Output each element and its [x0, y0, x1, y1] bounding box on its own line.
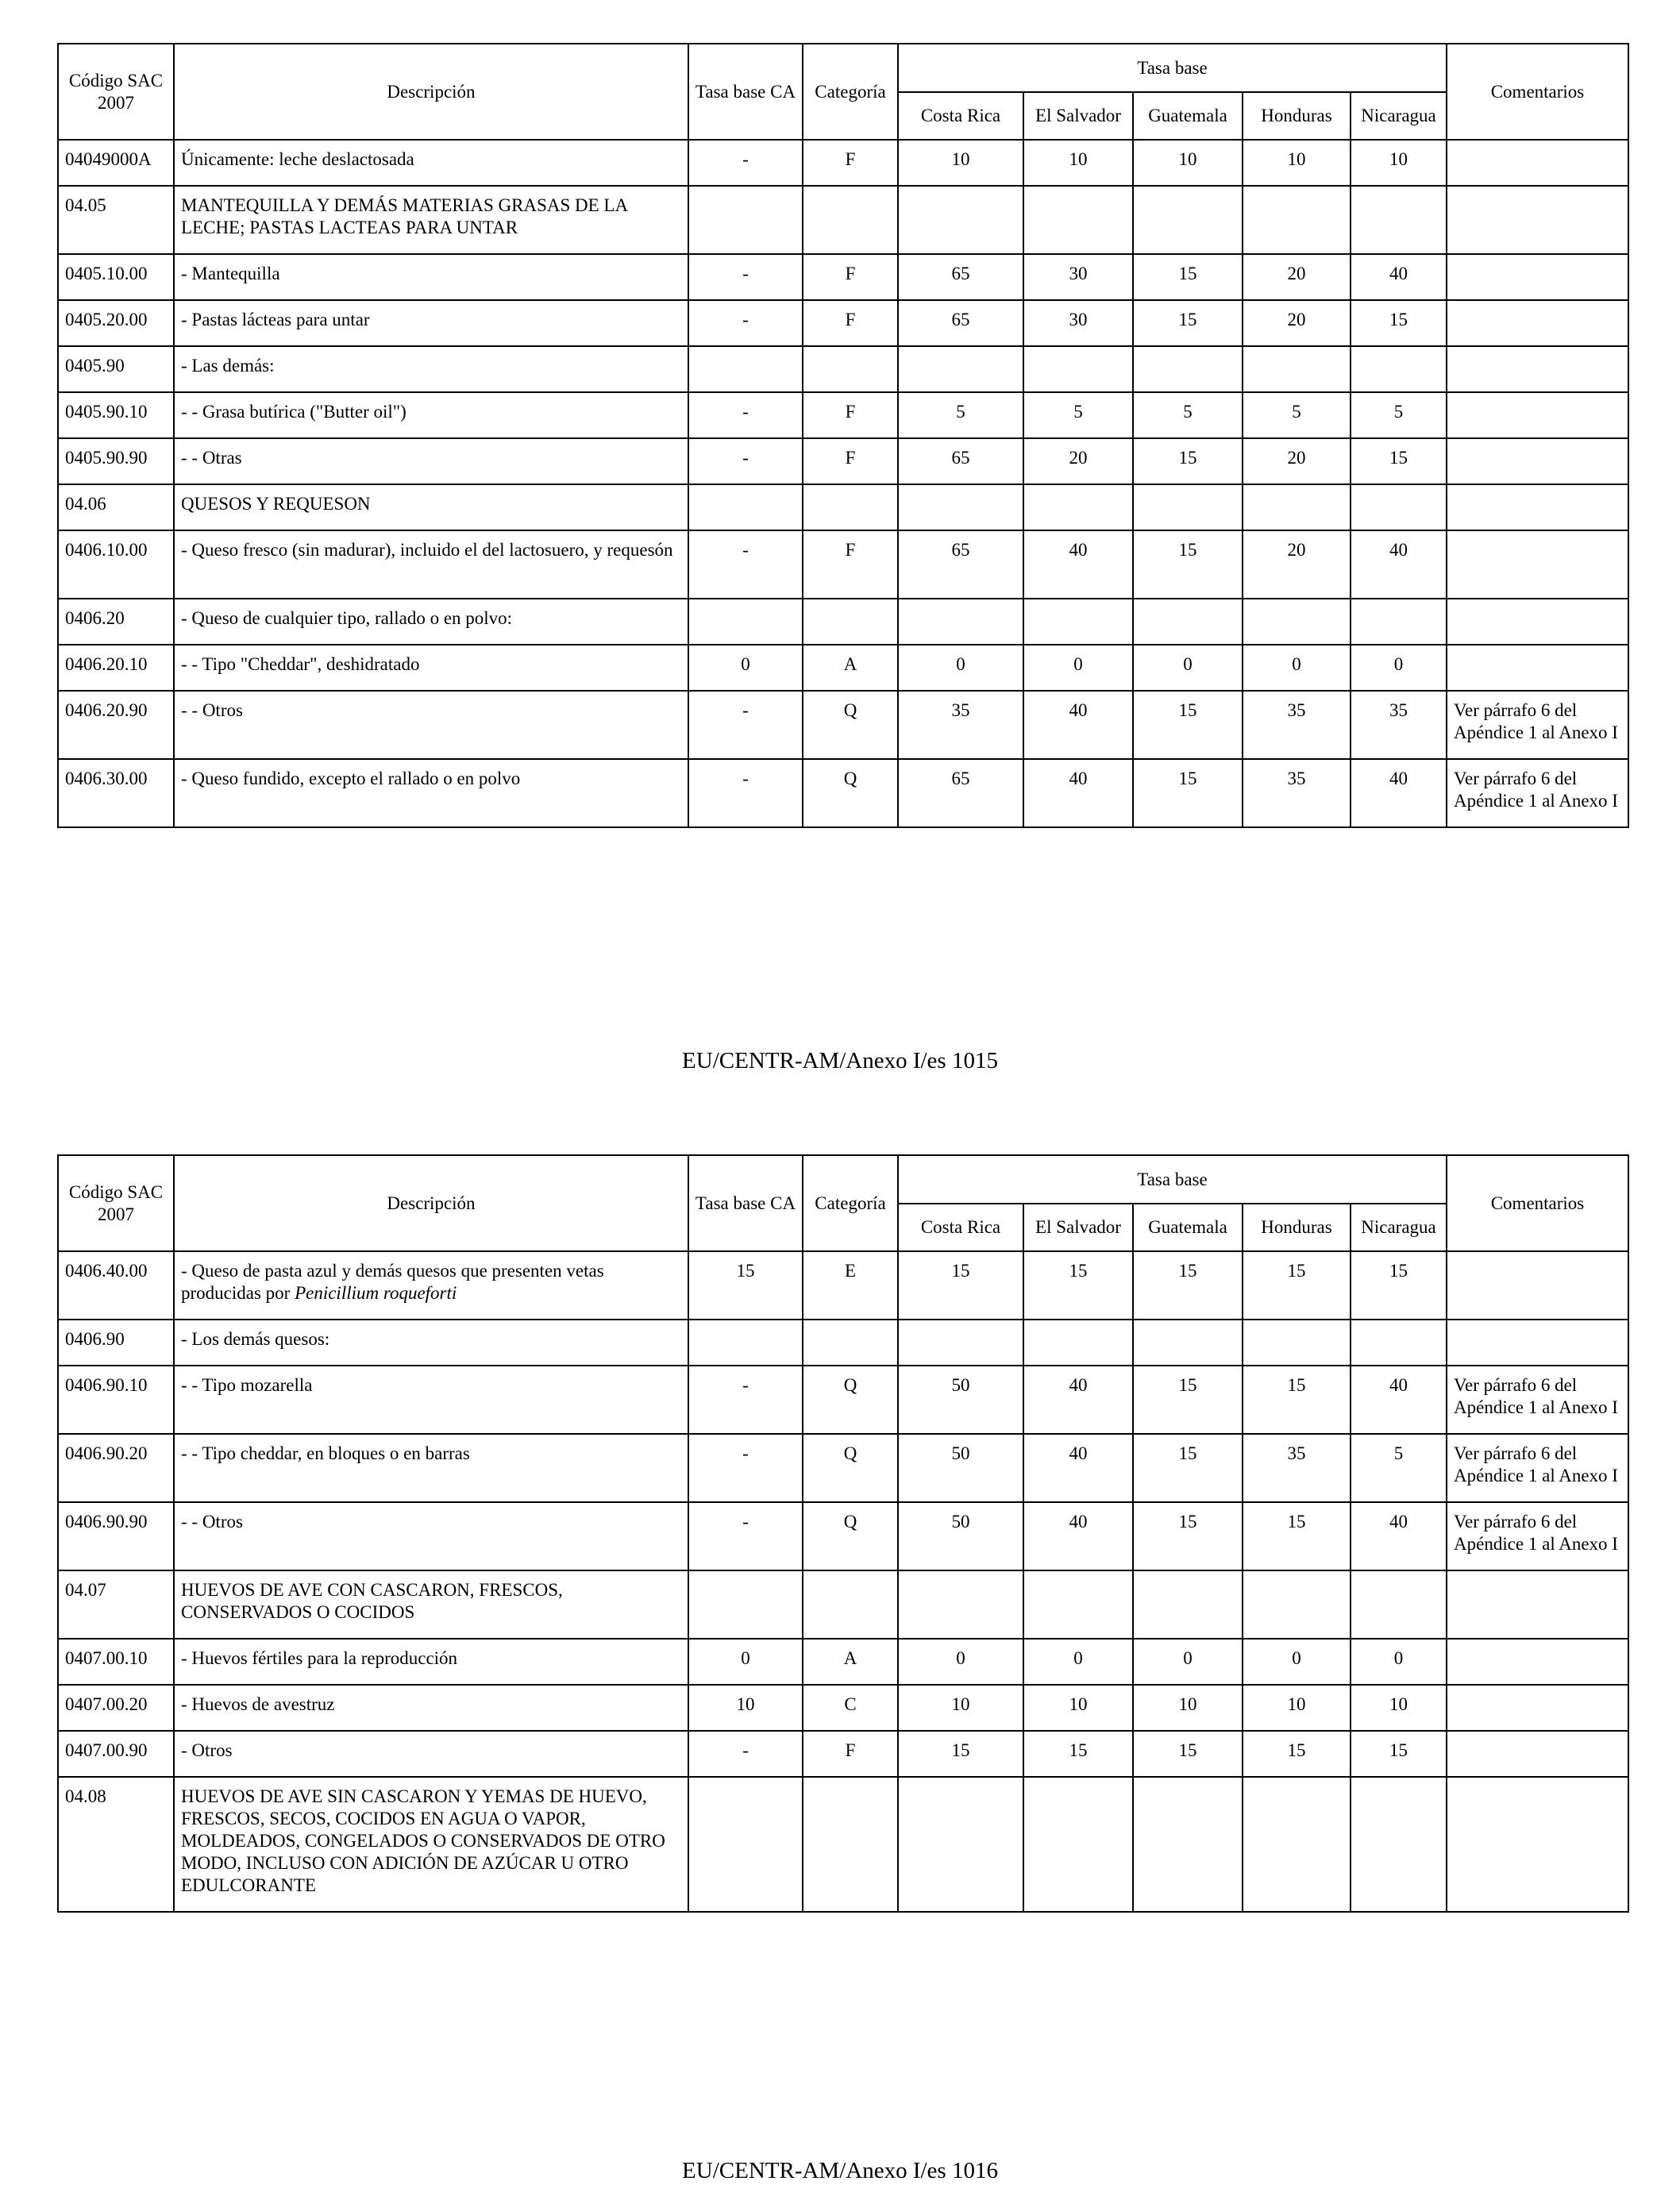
honduras-cell	[1243, 1320, 1351, 1366]
header-comentarios: Comentarios	[1447, 44, 1628, 140]
costa-rica-cell: 65	[898, 759, 1023, 827]
header-honduras: Honduras	[1243, 1204, 1351, 1251]
code-cell: 0406.90.90	[58, 1502, 174, 1570]
tasa-base-ca-cell: -	[688, 140, 803, 186]
honduras-cell	[1243, 1777, 1351, 1912]
costa-rica-cell: 15	[898, 1731, 1023, 1777]
categoria-cell: C	[803, 1685, 898, 1731]
nicaragua-cell: 40	[1351, 530, 1447, 599]
guatemala-cell: 15	[1133, 1731, 1243, 1777]
tasa-base-ca-cell: -	[688, 530, 803, 599]
code-cell: 0405.90.10	[58, 392, 174, 438]
categoria-cell	[803, 1320, 898, 1366]
code-cell: 04.07	[58, 1570, 174, 1639]
el-salvador-cell: 20	[1023, 438, 1133, 484]
el-salvador-cell	[1023, 1777, 1133, 1912]
header-descripcion: Descripción	[174, 44, 688, 140]
categoria-cell: Q	[803, 1366, 898, 1434]
comentarios-cell	[1447, 1570, 1628, 1639]
header-tasa-base: Tasa base	[898, 1155, 1447, 1204]
categoria-cell: F	[803, 530, 898, 599]
table-row	[58, 484, 1628, 530]
table-row	[58, 392, 1628, 438]
code-cell: 0405.90	[58, 346, 174, 392]
table-row	[58, 1366, 1628, 1434]
comentarios-cell	[1447, 438, 1628, 484]
tasa-base-ca-cell: 0	[688, 645, 803, 691]
comentarios-cell: Ver párrafo 6 del Apéndice 1 al Anexo I	[1447, 1502, 1628, 1570]
comentarios-cell	[1447, 599, 1628, 645]
comentarios-cell	[1447, 1777, 1628, 1912]
el-salvador-cell: 10	[1023, 1685, 1133, 1731]
categoria-cell: A	[803, 645, 898, 691]
header-guatemala: Guatemala	[1133, 1204, 1243, 1251]
costa-rica-cell: 10	[898, 1685, 1023, 1731]
tasa-base-ca-cell: 10	[688, 1685, 803, 1731]
honduras-cell: 35	[1243, 759, 1351, 827]
guatemala-cell	[1133, 599, 1243, 645]
description-cell: - - Otras	[174, 438, 688, 484]
nicaragua-cell	[1351, 1777, 1447, 1912]
guatemala-cell	[1133, 1320, 1243, 1366]
description-cell: - Pastas lácteas para untar	[174, 300, 688, 346]
code-cell: 0405.20.00	[58, 300, 174, 346]
comentarios-cell: Ver párrafo 6 del Apéndice 1 al Anexo I	[1447, 1366, 1628, 1434]
code-cell: 04049000A	[58, 140, 174, 186]
nicaragua-cell: 40	[1351, 759, 1447, 827]
honduras-cell: 0	[1243, 1639, 1351, 1685]
categoria-cell: F	[803, 392, 898, 438]
table-row	[58, 140, 1628, 186]
table-row	[58, 254, 1628, 300]
description-cell: - Queso de cualquier tipo, rallado o en polvo:	[174, 599, 688, 645]
table-body	[58, 140, 1628, 827]
el-salvador-cell	[1023, 1320, 1133, 1366]
el-salvador-cell	[1023, 484, 1133, 530]
guatemala-cell	[1133, 1777, 1243, 1912]
categoria-cell: Q	[803, 759, 898, 827]
comentarios-cell	[1447, 300, 1628, 346]
categoria-cell: E	[803, 1251, 898, 1320]
el-salvador-cell: 10	[1023, 140, 1133, 186]
categoria-cell	[803, 484, 898, 530]
header-codigo: Código SAC 2007	[58, 44, 174, 140]
code-cell: 04.08	[58, 1777, 174, 1912]
categoria-cell: F	[803, 438, 898, 484]
categoria-cell	[803, 186, 898, 254]
description-cell: - - Otros	[174, 1502, 688, 1570]
categoria-cell	[803, 599, 898, 645]
nicaragua-cell	[1351, 1320, 1447, 1366]
guatemala-cell: 15	[1133, 300, 1243, 346]
categoria-cell: A	[803, 1639, 898, 1685]
honduras-cell: 5	[1243, 392, 1351, 438]
categoria-cell: Q	[803, 1434, 898, 1502]
code-cell: 0406.20	[58, 599, 174, 645]
categoria-cell: F	[803, 140, 898, 186]
code-cell: 04.06	[58, 484, 174, 530]
guatemala-cell: 5	[1133, 392, 1243, 438]
guatemala-cell	[1133, 484, 1243, 530]
guatemala-cell: 0	[1133, 1639, 1243, 1685]
table-row	[58, 759, 1628, 827]
header-costa-rica: Costa Rica	[898, 92, 1023, 140]
costa-rica-cell	[898, 484, 1023, 530]
header-comentarios: Comentarios	[1447, 1155, 1628, 1251]
costa-rica-cell: 50	[898, 1434, 1023, 1502]
tariff-table-page-1	[57, 43, 1629, 828]
tasa-base-ca-cell: 15	[688, 1251, 803, 1320]
el-salvador-cell	[1023, 186, 1133, 254]
comentarios-cell: Ver párrafo 6 del Apéndice 1 al Anexo I	[1447, 759, 1628, 827]
description-cell: - Huevos de avestruz	[174, 1685, 688, 1731]
comentarios-cell	[1447, 1639, 1628, 1685]
header-codigo: Código SAC 2007	[58, 1155, 174, 1251]
nicaragua-cell	[1351, 1570, 1447, 1639]
el-salvador-cell: 0	[1023, 1639, 1133, 1685]
code-cell: 0405.10.00	[58, 254, 174, 300]
description-cell: MANTEQUILLA Y DEMÁS MATERIAS GRASAS DE LA LECHE; PASTAS LACTEAS PARA UNTAR	[174, 186, 688, 254]
description-cell: - - Tipo mozarella	[174, 1366, 688, 1434]
description-cell	[174, 1251, 688, 1320]
guatemala-cell	[1133, 346, 1243, 392]
nicaragua-cell	[1351, 484, 1447, 530]
description-cell: - Queso fresco (sin madurar), incluido el del lactosuero, y requesón	[174, 530, 688, 599]
table-row	[58, 645, 1628, 691]
comentarios-cell	[1447, 1731, 1628, 1777]
table-row	[58, 1502, 1628, 1570]
tasa-base-ca-cell	[688, 1320, 803, 1366]
nicaragua-cell	[1351, 346, 1447, 392]
costa-rica-cell: 50	[898, 1366, 1023, 1434]
el-salvador-cell: 40	[1023, 759, 1133, 827]
table-row	[58, 438, 1628, 484]
comentarios-cell	[1447, 530, 1628, 599]
table-row	[58, 346, 1628, 392]
honduras-cell: 20	[1243, 438, 1351, 484]
el-salvador-cell: 40	[1023, 1502, 1133, 1570]
guatemala-cell: 0	[1133, 645, 1243, 691]
description-cell: - - Otros	[174, 691, 688, 759]
page-footer: EU/CENTR-AM/Anexo I/es 1015	[682, 1048, 998, 1073]
costa-rica-cell: 65	[898, 254, 1023, 300]
el-salvador-cell	[1023, 599, 1133, 645]
description-cell: - Huevos fértiles para la reproducción	[174, 1639, 688, 1685]
categoria-cell: Q	[803, 691, 898, 759]
guatemala-cell	[1133, 186, 1243, 254]
el-salvador-cell: 15	[1023, 1251, 1133, 1320]
comentarios-cell: Ver párrafo 6 del Apéndice 1 al Anexo I	[1447, 1434, 1628, 1502]
header-tasa-base-ca: Tasa base CA	[688, 1155, 803, 1251]
header-el-salvador: El Salvador	[1023, 92, 1133, 140]
costa-rica-cell	[898, 186, 1023, 254]
honduras-cell: 20	[1243, 530, 1351, 599]
tasa-base-ca-cell: -	[688, 392, 803, 438]
comentarios-cell	[1447, 254, 1628, 300]
costa-rica-cell	[898, 599, 1023, 645]
header-categoria: Categoría	[803, 1155, 898, 1251]
tasa-base-ca-cell	[688, 346, 803, 392]
nicaragua-cell: 15	[1351, 1731, 1447, 1777]
nicaragua-cell	[1351, 186, 1447, 254]
nicaragua-cell: 0	[1351, 645, 1447, 691]
el-salvador-cell: 5	[1023, 392, 1133, 438]
guatemala-cell: 15	[1133, 438, 1243, 484]
honduras-cell: 15	[1243, 1502, 1351, 1570]
description-cell: - - Tipo "Cheddar", deshidratado	[174, 645, 688, 691]
costa-rica-cell: 5	[898, 392, 1023, 438]
tariff-table-page-2	[57, 1154, 1629, 1913]
nicaragua-cell: 0	[1351, 1639, 1447, 1685]
tasa-base-ca-cell	[688, 484, 803, 530]
table-row	[58, 1685, 1628, 1731]
guatemala-cell	[1133, 1570, 1243, 1639]
el-salvador-cell: 30	[1023, 300, 1133, 346]
costa-rica-cell: 0	[898, 645, 1023, 691]
code-cell: 0405.90.90	[58, 438, 174, 484]
header-tasa-base-ca: Tasa base CA	[688, 44, 803, 140]
honduras-cell: 0	[1243, 645, 1351, 691]
comentarios-cell	[1447, 645, 1628, 691]
el-salvador-cell: 40	[1023, 1366, 1133, 1434]
nicaragua-cell: 40	[1351, 254, 1447, 300]
header-tasa-base: Tasa base	[898, 44, 1447, 92]
header-el-salvador: El Salvador	[1023, 1204, 1133, 1251]
honduras-cell: 15	[1243, 1251, 1351, 1320]
costa-rica-cell: 65	[898, 530, 1023, 599]
honduras-cell	[1243, 346, 1351, 392]
guatemala-cell: 10	[1133, 140, 1243, 186]
description-cell: HUEVOS DE AVE CON CASCARON, FRESCOS, CONSERVADOS O COCIDOS	[174, 1570, 688, 1639]
honduras-cell: 10	[1243, 140, 1351, 186]
code-cell: 0406.90	[58, 1320, 174, 1366]
el-salvador-cell: 40	[1023, 691, 1133, 759]
nicaragua-cell: 5	[1351, 392, 1447, 438]
table-row	[58, 1434, 1628, 1502]
description-cell: - Otros	[174, 1731, 688, 1777]
description-cell: - Los demás quesos:	[174, 1320, 688, 1366]
code-cell: 0406.10.00	[58, 530, 174, 599]
guatemala-cell: 15	[1133, 759, 1243, 827]
categoria-cell: F	[803, 1731, 898, 1777]
costa-rica-cell: 65	[898, 438, 1023, 484]
code-cell: 0406.20.90	[58, 691, 174, 759]
description-cell: - Mantequilla	[174, 254, 688, 300]
categoria-cell: F	[803, 300, 898, 346]
el-salvador-cell: 30	[1023, 254, 1133, 300]
header-nicaragua: Nicaragua	[1351, 92, 1447, 140]
nicaragua-cell: 10	[1351, 1685, 1447, 1731]
costa-rica-cell: 35	[898, 691, 1023, 759]
comentarios-cell	[1447, 1685, 1628, 1731]
nicaragua-cell: 40	[1351, 1502, 1447, 1570]
table-row	[58, 691, 1628, 759]
code-cell: 0406.20.10	[58, 645, 174, 691]
honduras-cell: 15	[1243, 1731, 1351, 1777]
el-salvador-cell	[1023, 1570, 1133, 1639]
el-salvador-cell: 40	[1023, 1434, 1133, 1502]
nicaragua-cell: 10	[1351, 140, 1447, 186]
costa-rica-cell: 15	[898, 1251, 1023, 1320]
table-row	[58, 1570, 1628, 1639]
categoria-cell	[803, 346, 898, 392]
table-row	[58, 530, 1628, 599]
comentarios-cell	[1447, 1320, 1628, 1366]
header-guatemala: Guatemala	[1133, 92, 1243, 140]
honduras-cell: 20	[1243, 254, 1351, 300]
table-row	[58, 1731, 1628, 1777]
costa-rica-cell	[898, 1570, 1023, 1639]
categoria-cell: F	[803, 254, 898, 300]
description-cell: - Las demás:	[174, 346, 688, 392]
code-cell: 0407.00.20	[58, 1685, 174, 1731]
tasa-base-ca-cell: -	[688, 759, 803, 827]
description-cell: - Queso fundido, excepto el rallado o en polvo	[174, 759, 688, 827]
el-salvador-cell	[1023, 346, 1133, 392]
nicaragua-cell: 15	[1351, 1251, 1447, 1320]
comentarios-cell	[1447, 484, 1628, 530]
categoria-cell	[803, 1570, 898, 1639]
honduras-cell: 10	[1243, 1685, 1351, 1731]
honduras-cell	[1243, 599, 1351, 645]
code-cell: 0407.00.10	[58, 1639, 174, 1685]
comentarios-cell	[1447, 1251, 1628, 1320]
header-costa-rica: Costa Rica	[898, 1204, 1023, 1251]
honduras-cell: 35	[1243, 1434, 1351, 1502]
table-row	[58, 1639, 1628, 1685]
header-honduras: Honduras	[1243, 92, 1351, 140]
tasa-base-ca-cell: -	[688, 438, 803, 484]
guatemala-cell: 15	[1133, 1366, 1243, 1434]
nicaragua-cell: 40	[1351, 1366, 1447, 1434]
tasa-base-ca-cell	[688, 599, 803, 645]
honduras-cell	[1243, 1570, 1351, 1639]
el-salvador-cell: 0	[1023, 645, 1133, 691]
tasa-base-ca-cell: -	[688, 691, 803, 759]
nicaragua-cell: 15	[1351, 438, 1447, 484]
categoria-cell	[803, 1777, 898, 1912]
page-footer: EU/CENTR-AM/Anexo I/es 1016	[682, 2158, 998, 2183]
costa-rica-cell: 0	[898, 1639, 1023, 1685]
tasa-base-ca-cell: 0	[688, 1639, 803, 1685]
table-row	[58, 300, 1628, 346]
code-cell: 0406.40.00	[58, 1251, 174, 1320]
guatemala-cell: 10	[1133, 1685, 1243, 1731]
comentarios-cell	[1447, 140, 1628, 186]
species-name: Penicillium roqueforti	[295, 1283, 457, 1303]
honduras-cell: 35	[1243, 691, 1351, 759]
description-cell: HUEVOS DE AVE SIN CASCARON Y YEMAS DE HUEVO, FRESCOS, SECOS, COCIDOS EN AGUA O VAPOR, MOLDEADOS, CONGELADOS O CONSERVADOS DE OTRO MODO, INCLUSO CON ADICIÓN DE AZÚCAR U OTRO EDULCORANTE	[174, 1777, 688, 1912]
honduras-cell	[1243, 484, 1351, 530]
el-salvador-cell: 40	[1023, 530, 1133, 599]
guatemala-cell: 15	[1133, 254, 1243, 300]
code-cell: 0406.90.10	[58, 1366, 174, 1434]
code-cell: 0406.90.20	[58, 1434, 174, 1502]
nicaragua-cell: 15	[1351, 300, 1447, 346]
code-cell: 0406.30.00	[58, 759, 174, 827]
tasa-base-ca-cell: -	[688, 1502, 803, 1570]
nicaragua-cell: 5	[1351, 1434, 1447, 1502]
table-body	[58, 1251, 1628, 1912]
tasa-base-ca-cell: -	[688, 300, 803, 346]
guatemala-cell: 15	[1133, 1502, 1243, 1570]
costa-rica-cell: 50	[898, 1502, 1023, 1570]
header-categoria: Categoría	[803, 44, 898, 140]
description-cell: QUESOS Y REQUESON	[174, 484, 688, 530]
costa-rica-cell: 65	[898, 300, 1023, 346]
comentarios-cell	[1447, 186, 1628, 254]
header-descripcion: Descripción	[174, 1155, 688, 1251]
description-cell: - - Grasa butírica ("Butter oil")	[174, 392, 688, 438]
table-row	[58, 599, 1628, 645]
costa-rica-cell	[898, 1777, 1023, 1912]
table-row	[58, 1777, 1628, 1912]
tasa-base-ca-cell: -	[688, 1731, 803, 1777]
comentarios-cell	[1447, 346, 1628, 392]
guatemala-cell: 15	[1133, 530, 1243, 599]
tasa-base-ca-cell: -	[688, 1366, 803, 1434]
honduras-cell: 15	[1243, 1366, 1351, 1434]
tasa-base-ca-cell	[688, 1570, 803, 1639]
table-row	[58, 1320, 1628, 1366]
guatemala-cell: 15	[1133, 1434, 1243, 1502]
comentarios-cell: Ver párrafo 6 del Apéndice 1 al Anexo I	[1447, 691, 1628, 759]
costa-rica-cell	[898, 346, 1023, 392]
guatemala-cell: 15	[1133, 1251, 1243, 1320]
comentarios-cell	[1447, 392, 1628, 438]
nicaragua-cell	[1351, 599, 1447, 645]
guatemala-cell: 15	[1133, 691, 1243, 759]
tasa-base-ca-cell	[688, 186, 803, 254]
tasa-base-ca-cell: -	[688, 1434, 803, 1502]
honduras-cell	[1243, 186, 1351, 254]
description-cell: - - Tipo cheddar, en bloques o en barras	[174, 1434, 688, 1502]
costa-rica-cell	[898, 1320, 1023, 1366]
categoria-cell: Q	[803, 1502, 898, 1570]
nicaragua-cell: 35	[1351, 691, 1447, 759]
tasa-base-ca-cell: -	[688, 254, 803, 300]
code-cell: 04.05	[58, 186, 174, 254]
code-cell: 0407.00.90	[58, 1731, 174, 1777]
table-row	[58, 1251, 1628, 1320]
description-text: - Queso de pasta azul y demás quesos que presenten vetas producidas por	[181, 1261, 604, 1303]
honduras-cell: 20	[1243, 300, 1351, 346]
table-row	[58, 186, 1628, 254]
el-salvador-cell: 15	[1023, 1731, 1133, 1777]
costa-rica-cell: 10	[898, 140, 1023, 186]
header-nicaragua: Nicaragua	[1351, 1204, 1447, 1251]
description-cell: Únicamente: leche deslactosada	[174, 140, 688, 186]
tasa-base-ca-cell	[688, 1777, 803, 1912]
